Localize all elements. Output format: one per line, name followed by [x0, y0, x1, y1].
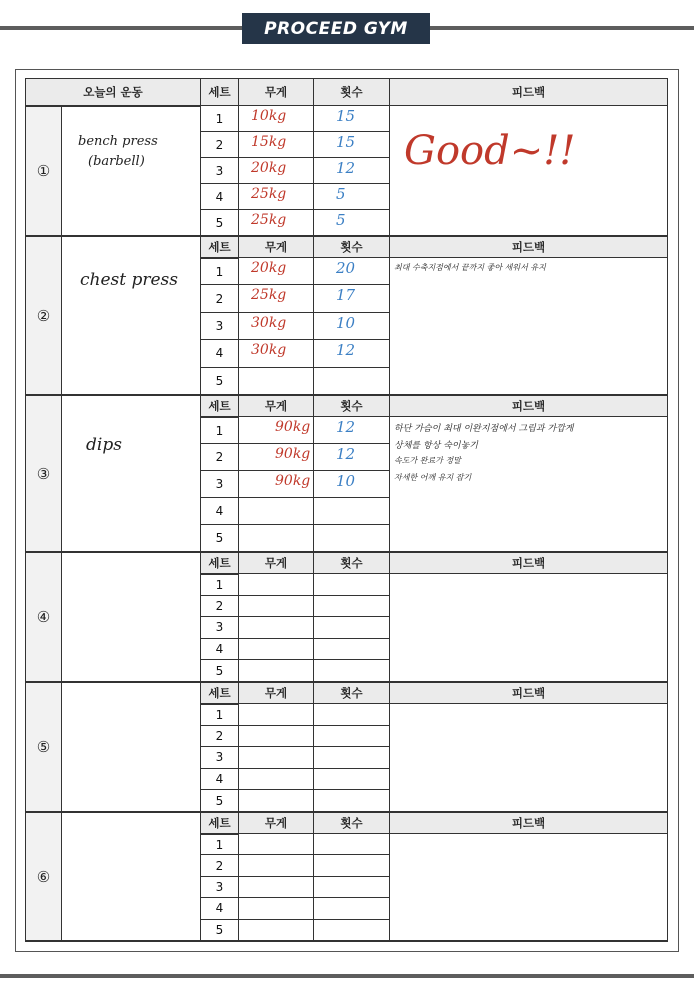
weight-value: 20kg — [251, 260, 287, 276]
subheader-feedback: 피드백 — [390, 552, 668, 574]
subheader-weight: 무게 — [239, 812, 314, 834]
set-number: 5 — [201, 210, 239, 236]
weight-cell — [239, 855, 314, 876]
set-number: 4 — [201, 498, 239, 525]
reps-cell — [314, 596, 390, 618]
reps-cell — [314, 834, 390, 855]
exercise-name-cell — [62, 236, 201, 395]
weight-cell — [239, 726, 314, 748]
weight-value: 90kg — [275, 446, 311, 462]
set-number: 2 — [201, 726, 239, 748]
feedback-line: 하단 가슴이 최대 이완지점에서 그립과 가깝게 — [394, 424, 574, 434]
set-number: 4 — [201, 340, 239, 367]
weight-cell — [239, 747, 314, 769]
set-number: 5 — [201, 368, 239, 395]
header-exercise: 오늘의 운동 — [26, 79, 201, 106]
reps-value: 12 — [336, 159, 356, 177]
weight-cell — [239, 877, 314, 898]
subheader-feedback: 피드백 — [390, 812, 668, 834]
reps-value: 12 — [336, 341, 356, 360]
reps-value: 15 — [336, 107, 356, 125]
reps-cell — [314, 184, 390, 210]
feedback-line: 자세한 어깨 유지 잡기 — [394, 473, 472, 482]
weight-value: 25kg — [251, 212, 287, 228]
subheader-reps: 횟수 — [314, 812, 390, 834]
brand-logo: PROCEED GYM — [242, 13, 430, 44]
set-number: 5 — [201, 525, 239, 552]
weight-cell — [239, 498, 314, 525]
exercise-name-cell — [62, 106, 201, 236]
subheader-set: 세트 — [201, 812, 239, 834]
subheader-reps: 횟수 — [314, 682, 390, 704]
reps-cell — [314, 855, 390, 876]
reps-cell — [314, 498, 390, 525]
weight-value: 20kg — [251, 160, 287, 176]
weight-value: 25kg — [251, 287, 287, 304]
reps-cell — [314, 877, 390, 898]
reps-cell — [314, 704, 390, 726]
reps-cell — [314, 617, 390, 639]
reps-cell — [314, 525, 390, 552]
set-number: 1 — [201, 704, 239, 726]
set-number: 2 — [201, 132, 239, 158]
reps-value: 5 — [336, 185, 346, 203]
block-number: ⑥ — [26, 812, 62, 941]
reps-cell — [314, 574, 390, 596]
feedback-cell — [390, 258, 668, 395]
set-number: 2 — [201, 596, 239, 618]
subheader-feedback: 피드백 — [390, 682, 668, 704]
reps-value: 5 — [336, 211, 346, 229]
reps-cell — [314, 660, 390, 682]
set-number: 5 — [201, 790, 239, 812]
weight-cell — [239, 834, 314, 855]
set-number: 4 — [201, 769, 239, 791]
reps-cell — [314, 726, 390, 748]
exercise-name-cell — [62, 395, 201, 552]
weight-cell — [239, 790, 314, 812]
feedback-line: 최대 수축지점에서 끝까지 좋아 세워서 유지 — [394, 263, 546, 272]
feedback-cell — [390, 834, 668, 941]
workout-log-table — [25, 78, 668, 942]
feedback-cell — [390, 704, 668, 812]
set-number: 4 — [201, 639, 239, 661]
weight-cell — [239, 574, 314, 596]
subheader-reps: 횟수 — [314, 552, 390, 574]
weight-value: 90kg — [275, 419, 311, 435]
reps-cell — [314, 368, 390, 395]
block-number: ① — [26, 106, 62, 236]
set-number: 3 — [201, 747, 239, 769]
exercise-name-cell — [62, 812, 201, 941]
set-number: 3 — [201, 877, 239, 898]
set-number: 2 — [201, 285, 239, 312]
block-number: ② — [26, 236, 62, 395]
subheader-reps: 횟수 — [314, 236, 390, 258]
weight-cell — [239, 898, 314, 919]
set-number: 3 — [201, 471, 239, 498]
weight-value: 30kg — [251, 342, 287, 359]
exercise-name-cell — [62, 682, 201, 812]
set-number: 3 — [201, 617, 239, 639]
exercise-name-cell — [62, 552, 201, 682]
subheader-weight: 무게 — [239, 552, 314, 574]
set-number: 3 — [201, 313, 239, 340]
reps-cell — [314, 747, 390, 769]
weight-cell — [239, 920, 314, 941]
set-number: 1 — [201, 258, 239, 285]
block-number: ③ — [26, 395, 62, 552]
block-number: ④ — [26, 552, 62, 682]
weight-value: 25kg — [251, 186, 287, 202]
set-number: 1 — [201, 417, 239, 444]
feedback-line: 속도가 완료가 정말 — [394, 456, 461, 465]
exercise-name: chest press — [80, 270, 179, 290]
reps-value: 17 — [336, 286, 356, 305]
reps-value: 10 — [336, 472, 356, 490]
reps-cell — [314, 210, 390, 236]
subheader-weight: 무게 — [239, 236, 314, 258]
weight-cell — [239, 704, 314, 726]
set-number: 4 — [201, 898, 239, 919]
header-feedback: 피드백 — [390, 79, 668, 106]
reps-cell — [314, 920, 390, 941]
feedback-line: 상체를 항상 숙이놓기 — [394, 441, 478, 451]
exercise-name: dips — [86, 435, 122, 455]
set-number: 1 — [201, 834, 239, 855]
weight-cell — [239, 525, 314, 552]
set-number: 2 — [201, 444, 239, 471]
weight-cell — [239, 660, 314, 682]
subheader-set: 세트 — [201, 682, 239, 704]
weight-value: 15kg — [251, 134, 287, 150]
reps-cell — [314, 790, 390, 812]
weight-value: 10kg — [251, 108, 287, 124]
reps-value: 15 — [336, 133, 356, 151]
set-number: 5 — [201, 920, 239, 941]
reps-cell — [314, 769, 390, 791]
subheader-reps: 횟수 — [314, 395, 390, 417]
header-weight: 무게 — [239, 79, 314, 106]
weight-cell — [239, 769, 314, 791]
set-number: 1 — [201, 574, 239, 596]
reps-value: 10 — [336, 313, 356, 332]
reps-value: 12 — [336, 418, 356, 436]
subheader-weight: 무게 — [239, 682, 314, 704]
weight-cell — [239, 639, 314, 661]
weight-cell — [239, 617, 314, 639]
set-number: 1 — [201, 106, 239, 132]
subheader-set: 세트 — [201, 552, 239, 574]
weight-value: 90kg — [275, 473, 311, 489]
block-number: ⑤ — [26, 682, 62, 812]
set-number: 2 — [201, 855, 239, 876]
bottom-rule — [0, 974, 694, 978]
weight-value: 30kg — [251, 314, 287, 331]
set-number: 3 — [201, 158, 239, 184]
reps-value: 12 — [336, 445, 356, 463]
weight-cell — [239, 368, 314, 395]
feedback-note: Good~!! — [404, 128, 576, 174]
subheader-set: 세트 — [201, 395, 239, 417]
subheader-feedback: 피드백 — [390, 395, 668, 417]
set-number: 5 — [201, 660, 239, 682]
exercise-name: (barbell) — [88, 154, 145, 169]
set-number: 4 — [201, 184, 239, 210]
weight-cell — [239, 596, 314, 618]
subheader-feedback: 피드백 — [390, 236, 668, 258]
feedback-cell — [390, 574, 668, 682]
header-reps: 횟수 — [314, 79, 390, 106]
reps-cell — [314, 639, 390, 661]
exercise-name: bench press — [78, 134, 158, 149]
reps-value: 20 — [336, 259, 356, 277]
subheader-set: 세트 — [201, 236, 239, 258]
header-set: 세트 — [201, 79, 239, 106]
reps-cell — [314, 898, 390, 919]
subheader-weight: 무게 — [239, 395, 314, 417]
